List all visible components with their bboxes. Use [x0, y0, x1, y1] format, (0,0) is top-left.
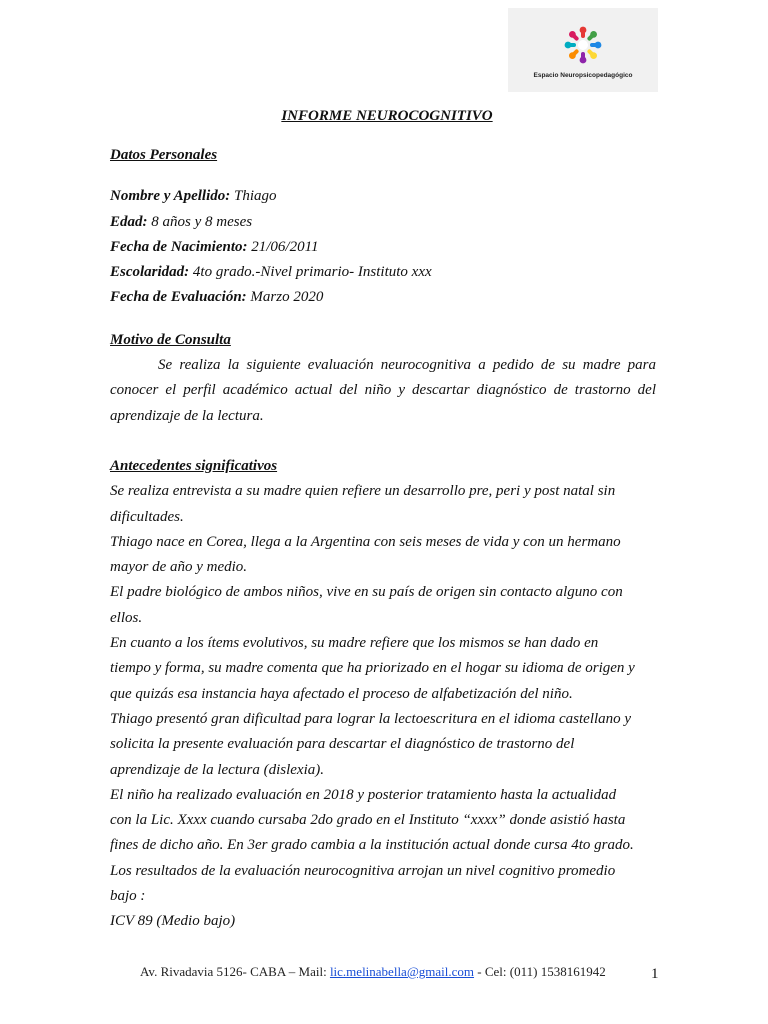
antecedentes-line: tiempo y forma, su madre comenta que ha priorizado en el hogar su idioma de origen y — [110, 660, 635, 677]
field-value: 8 años y 8 meses — [147, 213, 253, 230]
field-value: 4to grado.-Nivel primario- Instituto xxx — [189, 264, 432, 281]
field-school — [110, 260, 656, 285]
antecedentes-line: El padre biológico de ambos niños, vive en su país de origen sin contacto alguno con — [110, 584, 623, 601]
motivo-heading: Motivo de Consulta — [110, 331, 231, 348]
field-value: Thiago — [230, 188, 277, 205]
person-body — [572, 34, 576, 38]
antecedentes-line: El niño ha realizado evaluación en 2018 y posterior tratamiento hasta la actualidad — [110, 786, 617, 803]
antecedentes-line: aprendizaje de la lectura (dislexia). — [110, 761, 324, 778]
antecedentes-line: mayor de año y medio. — [110, 559, 248, 576]
antecedentes-text — [110, 479, 656, 934]
antecedentes-line: que quizás esa instancia haya afectado el proceso de alfabetización del niño. — [110, 685, 573, 702]
antecedentes-line: Se realiza entrevista a su madre quien refiere un desarrollo pre, peri y post natal sin — [110, 483, 616, 500]
antecedentes-heading: Antecedentes significativos — [110, 457, 278, 474]
field-value: 21/06/2011 — [247, 238, 319, 255]
document-body — [110, 143, 656, 935]
motivo-text: Se realiza la siguiente evaluación neurocognitiva a pedido de su madre para conocer el perfil académico actual del niño y descartar diagnóstico de trastorno del aprendizaje de la lectura. — [110, 357, 656, 424]
field-age — [110, 210, 656, 235]
antecedentes-line: En cuanto a los ítems evolutivos, su madre refiere que los mismos se han dado en — [110, 635, 599, 652]
footer — [140, 964, 606, 980]
logo — [508, 8, 658, 92]
antecedentes-line: Los resultados de la evaluación neurocognitiva arrojan un nivel cognitivo promedio — [110, 862, 616, 879]
personal-heading: Datos Personales — [110, 147, 218, 163]
logo-center — [578, 40, 588, 50]
antecedentes-line: ICV 89 (Medio bajo) — [110, 913, 236, 930]
field-label: Nombre y Apellido: — [110, 188, 231, 205]
field-label: Edad: — [110, 213, 148, 230]
field-label: Escolaridad: — [110, 264, 190, 281]
antecedentes-line: dificultades. — [110, 508, 184, 525]
antecedentes-line: Thiago nace en Corea, llega a la Argentina con seis meses de vida y con un hermano — [110, 533, 621, 550]
person-body — [572, 51, 576, 55]
field-label: Fecha de Evaluación: — [110, 289, 247, 306]
field-label: Fecha de Nacimiento: — [110, 238, 248, 255]
page-number: 1 — [651, 966, 659, 982]
footer-phone: - Cel: (011) 1538161942 — [474, 964, 606, 979]
field-eval-date — [110, 285, 656, 310]
footer-address: Av. Rivadavia 5126- CABA – Mail: — [140, 964, 330, 979]
antecedentes-line: Thiago presentó gran dificultad para lograr la lectoescritura en el idioma castellano y — [110, 710, 632, 727]
email-link[interactable]: lic.melinabella@gmail.com — [329, 964, 475, 979]
page-title: INFORME NEUROCOGNITIVO — [281, 108, 493, 124]
field-name — [110, 184, 656, 209]
person-body — [589, 51, 593, 55]
logo-text: Espacio Neuropsicopedagógico — [533, 72, 633, 79]
antecedentes-line: bajo : — [110, 888, 146, 905]
antecedentes-line: ellos. — [110, 609, 143, 626]
personal-fields — [110, 184, 656, 310]
person-body — [589, 34, 593, 38]
field-value: Marzo 2020 — [246, 289, 324, 306]
antecedentes-line: solicita la presente evaluación para descartar el diagnóstico de trastorno del — [110, 736, 575, 753]
antecedentes-line: con la Lic. Xxxx cuando cursaba 2do grado en el Instituto “xxxx” donde asistió hasta — [110, 812, 626, 829]
field-birthdate — [110, 235, 656, 260]
antecedentes-line: fines de dicho año. En 3er grado cambia a la institución actual donde cursa 4to grado. — [110, 837, 634, 854]
people-circle-icon — [560, 20, 606, 70]
